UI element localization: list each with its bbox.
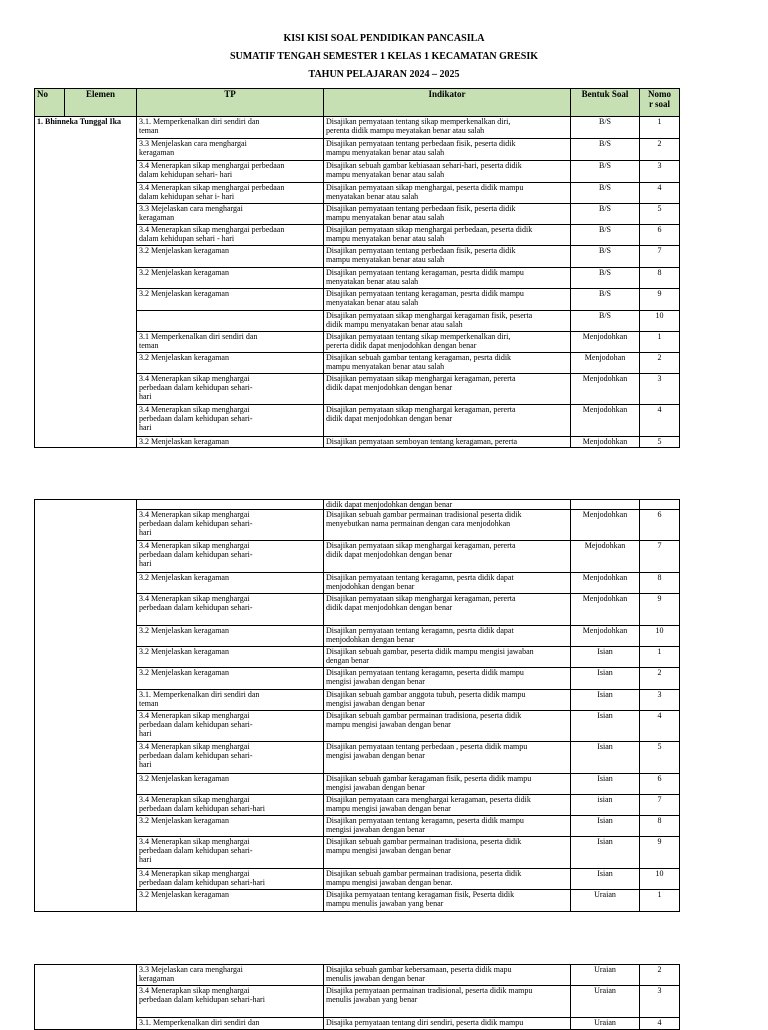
kisi-table-page3 (34, 964, 680, 1030)
cell-indikator: Disajikan sebuah gambar permainan tradisiona, peserta didik mampu mengisi jawaban dengan benar (324, 837, 571, 869)
cell-tp: 3.2 Menjelaskan keragaman (137, 668, 324, 690)
table-row (35, 500, 680, 510)
header-no: No (35, 89, 65, 117)
header-bentuk-soal: Bentuk Soal (571, 89, 640, 117)
cell-tp: 3.4 Menerapkan sikap menghargai perbedaan dalam kehidupan sehari-hari (137, 986, 324, 1018)
cell-tp: 3.4 Menerapkan sikap menghargai perbedaan dalam kehidupan sehari- hari (137, 541, 324, 573)
cell-nomor-soal: 7 (640, 541, 680, 573)
cell-nomor-soal: 10 (640, 311, 680, 332)
cell-tp: 3.4 Menerapkan sikap menghargai perbedaan dalam kehidupan sehar i- hari (137, 183, 324, 204)
document-year: TAHUN PELAJARAN 2024 – 2025 (308, 69, 460, 80)
cell-bentuk-soal: Uraian (571, 965, 640, 986)
cell-indikator: Disajikan pernyataan tentang keragamn, peserta didik mampu mengisi jawaban dengan benar (324, 816, 571, 837)
cell-tp: 3.1 Memperkenalkan diri sendiri dan teman (137, 332, 324, 353)
cell-nomor-soal: 4 (640, 183, 680, 204)
cell-nomor-soal: 5 (640, 204, 680, 225)
cell-elemen-continued (35, 965, 137, 1030)
cell-indikator: Disajikan sebuah gambar keragaman fisik, peserta didik mampu mengisi jawaban dengan benar (324, 774, 571, 795)
cell-indikator: Disajika pernyataan tentang keragaman fisik, Peserta didik mampu menulis jawaban yang benar (324, 890, 571, 912)
cell-nomor-soal: 9 (640, 594, 680, 626)
document-subtitle: SUMATIF TENGAH SEMESTER 1 KELAS 1 KECAMATAN GRESIK (229, 51, 539, 62)
cell-nomor-soal: 10 (640, 626, 680, 647)
cell-tp: 3.2 Menjelaskan keragaman (137, 353, 324, 374)
cell-bentuk-soal: B/S (571, 246, 640, 268)
cell-bentuk-soal: B/S (571, 268, 640, 289)
header-nomor-soal: Nomo r soal (640, 89, 680, 117)
cell-bentuk-soal: B/S (571, 161, 640, 183)
cell-bentuk-soal: Uraian (571, 1018, 640, 1030)
cell-tp: 3.2 Menjelaskan keragaman (137, 890, 324, 912)
cell-tp: 3.2 Menjelaskan keragaman (137, 573, 324, 594)
cell-nomor-soal: 6 (640, 774, 680, 795)
cell-bentuk-soal: B/S (571, 139, 640, 161)
cell-tp: 3.4 Menerapkan sikap menghargai perbedaan dalam kehidupan sehari - hari (137, 225, 324, 246)
cell-bentuk-soal: Isian (571, 742, 640, 774)
cell-nomor-soal: 9 (640, 289, 680, 311)
kisi-table-page2 (34, 499, 680, 912)
cell-bentuk-soal: Uraian (571, 986, 640, 1018)
cell-tp: 3.1. Memperkenalkan diri sendiri dan teman (137, 690, 324, 711)
cell-nomor-soal: 7 (640, 795, 680, 816)
cell-indikator: Disajikan pernyataan semboyan tentang keragaman, pererta (324, 437, 571, 448)
table-row (35, 117, 680, 139)
cell-nomor-soal: 3 (640, 374, 680, 405)
cell-bentuk-soal: Isian (571, 774, 640, 795)
cell-tp: 3.4 Menerapkan sikap menghargai perbedaan dalam kehidupan sehari- (137, 594, 324, 626)
cell-bentuk-soal: Menjodohkan (571, 374, 640, 405)
cell-nomor-soal: 2 (640, 353, 680, 374)
cell-nomor-soal: 3 (640, 690, 680, 711)
header-tp: TP (137, 89, 324, 117)
cell-tp: 3.2 Menjelaskan keragaman (137, 774, 324, 795)
cell-nomor-soal: 3 (640, 986, 680, 1018)
cell-nomor-soal: 1 (640, 890, 680, 912)
kisi-table-page1 (34, 88, 680, 448)
cell-indikator: Disajikan pernyataan sikap menghargai keragaman fisik, peserta didik mampu menyatakan benar atau salah (324, 311, 571, 332)
cell-indikator: didik dapat menjodohkan dengan benar (324, 500, 571, 510)
cell-bentuk-soal: Isian (571, 690, 640, 711)
cell-bentuk-soal: B/S (571, 117, 640, 139)
cell-nomor-soal: 6 (640, 510, 680, 541)
cell-tp: 3.4 Menerapkan sikap menghargai perbedaan dalam kehidupan sehari- hari (137, 405, 324, 437)
cell-indikator: Disajikan pernyataan tentang keragaman, pesrta didik mampu menyatakan benar atau salah (324, 268, 571, 289)
cell-indikator: Disajikan pernyataan sikap menghargai keragaman, pererta didik dapat menjodohkan dengan benar (324, 405, 571, 437)
cell-nomor-soal: 3 (640, 161, 680, 183)
cell-nomor-soal: 4 (640, 711, 680, 742)
cell-indikator: Disajikan sebuah gambar, peserta didik mampu mengisi jawaban dengan benar (324, 647, 571, 668)
cell-indikator: Disajikan pernyataan tentang perbedaan fisik, peserta didik mampu menyatakan benar atau salah (324, 204, 571, 225)
cell-indikator: Disajika pernyataan permainan tradisional, peserta didik mampu menulis jawaban yang benar (324, 986, 571, 1018)
cell-nomor-soal: 1 (640, 332, 680, 353)
cell-tp: 3.2 Menjelaskan keragaman (137, 816, 324, 837)
cell-indikator: Disajikan pernyataan tentang perbedaan , peserta didik mampu mengisi jawaban dengan benar (324, 742, 571, 774)
cell-indikator: Disajikan pernyataan tentang sikap memperkenalkan diri, perenta didik mampu meyatakan benar atau salah (324, 117, 571, 139)
cell-indikator: Disajikan sebuah gambar tentang keragaman, pesrta didik mampu menyatakan benar atau salah (324, 353, 571, 374)
cell-nomor-soal: 2 (640, 965, 680, 986)
cell-nomor-soal: 8 (640, 816, 680, 837)
cell-bentuk-soal: Mejodohkan (571, 541, 640, 573)
cell-indikator: Disajikan pernyataan tentang keragamn, pesrta didik dapat menjodohkan dengan benar (324, 573, 571, 594)
cell-tp: 3.4 Menerapkan sikap menghargai perbedaan dalam kehidupan sehari- hari (137, 374, 324, 405)
cell-tp: 3.2 Menjelaskan keragaman (137, 437, 324, 448)
cell-bentuk-soal: B/S (571, 204, 640, 225)
cell-tp: 3.1. Memperkenalkan diri sendiri dan (137, 1018, 324, 1030)
cell-bentuk-soal: Menjodohkan (571, 573, 640, 594)
cell-nomor-soal: 1 (640, 647, 680, 668)
cell-tp: 3.4 Menerapkan sikap menghargai perbedaan dalam kehidupan sehari-hari (137, 869, 324, 890)
cell-tp: 3.4 Menerapkan sikap menghargai perbedaan dalam kehidupan sehari- hari (137, 510, 324, 541)
cell-bentuk-soal: Menjodohkan (571, 594, 640, 626)
cell-bentuk-soal: Isian (571, 647, 640, 668)
cell-tp: 3.3 Menjelaskan cara menghargai keragaman (137, 139, 324, 161)
cell-bentuk-soal: Isian (571, 711, 640, 742)
cell-tp: 3.3 Mejelaskan cara menghargai keragaman (137, 965, 324, 986)
cell-bentuk-soal: Menjodohkan (571, 510, 640, 541)
cell-nomor-soal: 6 (640, 225, 680, 246)
cell-bentuk-soal: Uraian (571, 890, 640, 912)
document-title: KISI KISI SOAL PENDIDIKAN PANCASILA (283, 33, 485, 44)
cell-bentuk-soal: Isian (571, 869, 640, 890)
cell-bentuk-soal: B/S (571, 311, 640, 332)
cell-indikator: Disajika sebuah gambar kebersamaan, peserta didik mapu menulis jawaban dengan benar (324, 965, 571, 986)
cell-indikator: Disajikan pernyataan tentang keragamn, pesrta didik dapat menjodohkan dengan benar (324, 626, 571, 647)
header-indikator: Indikator (324, 89, 571, 117)
cell-tp: 3.2 Menjelaskan keragaman (137, 626, 324, 647)
cell-tp: 3.4 Menerapkan sikap menghargai perbedaan dalam kehidupan sehari- hari (137, 742, 324, 774)
cell-indikator: Disajikan pernyataan tentang keragamn, peserta didik mampu mengisi jawaban dengan benar (324, 668, 571, 690)
cell-indikator: Disajikan pernyataan cara menghargai keragaman, peserta didik mampu mengisi jawaban dengan benar (324, 795, 571, 816)
cell-indikator: Disajikan pernyataan sikap menghargai keragaman, pererta didik dapat menjodohkan dengan benar (324, 374, 571, 405)
cell-indikator: Disajikan pernyataan tentang perbedaan fisik, peserta didik mampu menyatakan benar atau salah (324, 246, 571, 268)
cell-bentuk-soal: B/S (571, 289, 640, 311)
cell-nomor-soal: 1 (640, 117, 680, 139)
cell-bentuk-soal: Menjodohan (571, 353, 640, 374)
cell-bentuk-soal: Isian (571, 837, 640, 869)
cell-bentuk-soal: Menjodohkan (571, 437, 640, 448)
header-elemen: Elemen (65, 89, 137, 117)
cell-elemen: 1. Bhinneka Tunggal Ika (35, 117, 137, 448)
cell-nomor-soal: 8 (640, 573, 680, 594)
cell-indikator: Disajikan pernyataan sikap menghargai keragaman, pererta didik dapat menjodohkan dengan benar (324, 594, 571, 626)
cell-bentuk-soal: B/S (571, 225, 640, 246)
cell-indikator: Disajikan pernyataan tentang perbedaan fisik, peserta didik mampu menyatakan benar atau salah (324, 139, 571, 161)
cell-bentuk-soal: Isian (571, 816, 640, 837)
cell-tp: 3.4 Menerapkan sikap menghargai perbedaan dalam kehidupan sehari-hari (137, 795, 324, 816)
cell-bentuk-soal: Menjodohkan (571, 626, 640, 647)
cell-bentuk-soal: isian (571, 795, 640, 816)
cell-nomor-soal: 5 (640, 742, 680, 774)
cell-indikator: Disajikan sebuah gambar permainan tradisiona, peserta didik mampu mengisi jawaban dengan benar (324, 711, 571, 742)
cell-tp: 3.2 Menjelaskan keragaman (137, 246, 324, 268)
cell-bentuk-soal: Isian (571, 668, 640, 690)
cell-tp: 3.2 Menjelaskan keragaman (137, 268, 324, 289)
cell-tp: 3.3 Mejelaskan cara menghargai keragaman (137, 204, 324, 225)
cell-indikator: Disajikan sebuah gambar kebiasaan sehari-hari, peserta didik mampu menyatakan benar atau salah (324, 161, 571, 183)
cell-nomor-soal: 10 (640, 869, 680, 890)
cell-nomor-soal: 4 (640, 1018, 680, 1030)
cell-nomor-soal: 4 (640, 405, 680, 437)
cell-tp: 3.2 Menjelaskan keragaman (137, 289, 324, 311)
cell-tp: 3.4 Menerapkan sikap menghargai perbedaan dalam kehidupan sehari- hari (137, 711, 324, 742)
cell-tp (137, 311, 324, 332)
cell-nomor-soal: 7 (640, 246, 680, 268)
cell-indikator: Disajikan pernyataan sikap menghargai keragaman, pererta didik dapat menjodohkan dengan benar (324, 541, 571, 573)
cell-indikator: Disajikan pernyataan sikap menghargai perbedaan, peserta didik mampu menyatakan benar atau salah (324, 225, 571, 246)
cell-nomor-soal: 2 (640, 139, 680, 161)
cell-indikator: Disajika pernyataan tentang diri sendiri, peserta didik mampu (324, 1018, 571, 1030)
cell-bentuk-soal: Menjodohkan (571, 405, 640, 437)
cell-bentuk-soal (571, 500, 640, 510)
table-row (35, 965, 680, 986)
cell-indikator: Disajikan pernyataan tentang keragaman, pesrta didik mampu menyatakan benar atau salah (324, 289, 571, 311)
cell-tp (137, 500, 324, 510)
cell-tp: 3.1. Memperkenalkan diri sendiri dan teman (137, 117, 324, 139)
cell-nomor-soal: 2 (640, 668, 680, 690)
cell-tp: 3.4 Menerapkan sikap menghargai perbedaan dalam kehidupan sehari- hari (137, 161, 324, 183)
cell-nomor-soal (640, 500, 680, 510)
cell-bentuk-soal: B/S (571, 183, 640, 204)
cell-indikator: Disajikan sebuah gambar permainan tradisiona, peserta didik mampu mengisi jawaban dengan benar. (324, 869, 571, 890)
cell-tp: 3.2 Menjelaskan keragaman (137, 647, 324, 668)
cell-nomor-soal: 8 (640, 268, 680, 289)
cell-tp: 3.4 Menerapkan sikap menghargai perbedaan dalam kehidupan sehari- hari (137, 837, 324, 869)
cell-nomor-soal: 9 (640, 837, 680, 869)
cell-bentuk-soal: Menjodohkan (571, 332, 640, 353)
cell-elemen-continued (35, 500, 137, 912)
cell-indikator: Disajikan sebuah gambar anggota tubuh, peserta didik mampu mengisi jawaban dengan benar (324, 690, 571, 711)
cell-indikator: Disajikan pernyataan sikap menghargai, peserta didik mampu menyatakan benar atau salah (324, 183, 571, 204)
cell-indikator: Disajikan pernyataan tentang sikap memperkenalkan diri, pererta didik dapat menjodohkan dengan benar (324, 332, 571, 353)
table-header-row (35, 89, 680, 117)
cell-nomor-soal: 5 (640, 437, 680, 448)
cell-indikator: Disajikan sebuah gambar permainan tradisional peserta didik menyebutkan nama permainan dengan cara menjodohkan (324, 510, 571, 541)
